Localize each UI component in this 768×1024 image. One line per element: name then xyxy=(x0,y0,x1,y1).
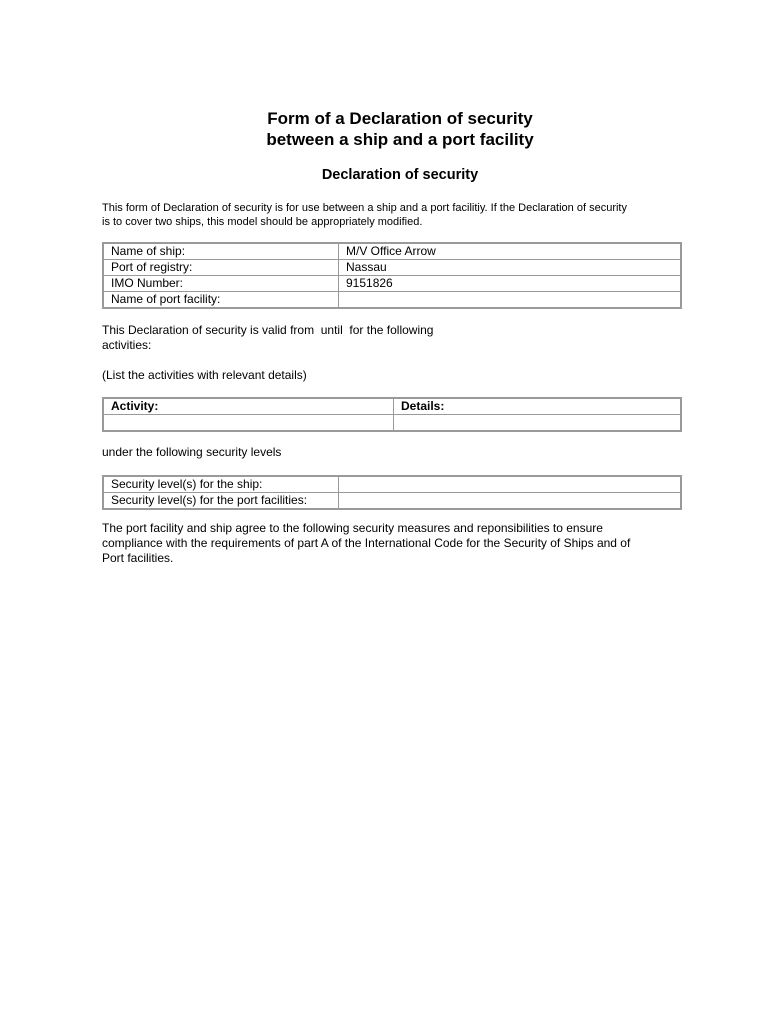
port-facility-name-label: Name of port facility: xyxy=(103,292,339,309)
activity-column-header: Activity: xyxy=(103,398,394,415)
details-column-header: Details: xyxy=(394,398,682,415)
table-row xyxy=(103,260,681,276)
validity-paragraph xyxy=(102,323,502,353)
imo-number-value: 9151826 xyxy=(339,276,682,292)
ship-name-value: M/V Office Arrow xyxy=(339,243,682,260)
activity-cell xyxy=(103,415,394,432)
table-row xyxy=(103,476,681,493)
ship-name-label: Name of ship: xyxy=(103,243,339,260)
table-row xyxy=(103,243,681,260)
validity-line-2: activities: xyxy=(102,338,152,352)
list-instruction: (List the activities with relevant details) xyxy=(102,368,307,382)
table-header-row xyxy=(103,398,681,415)
document-title-line-1: Form of a Declaration of security xyxy=(267,109,533,128)
port-of-registry-value: Nassau xyxy=(339,260,682,276)
document-title-line-2: between a ship and a port facility xyxy=(266,130,534,149)
security-levels-intro: under the following security levels xyxy=(102,445,282,459)
activity-table xyxy=(102,397,682,432)
table-row xyxy=(103,292,681,309)
closing-paragraph xyxy=(102,521,682,566)
intro-line-1: This form of Declaration of security is for use between a ship and a port facilitiy. If the Declaration of security xyxy=(102,202,627,214)
security-levels-table xyxy=(102,475,682,510)
closing-line-2: compliance with the requirements of part A of the International Code for the Security of Ships and of xyxy=(102,536,631,550)
port-facility-name-value xyxy=(339,292,682,309)
details-cell xyxy=(394,415,682,432)
port-security-level-value xyxy=(339,493,682,510)
port-security-level-label: Security level(s) for the port facilities: xyxy=(103,493,339,510)
intro-line-2: is to cover two ships, this model should be appropriately modified. xyxy=(102,216,423,228)
validity-line-1: This Declaration of security is valid from until for the following xyxy=(102,323,434,337)
table-row xyxy=(103,493,681,510)
table-row xyxy=(103,276,681,292)
intro-paragraph xyxy=(102,201,682,229)
ship-security-level-value xyxy=(339,476,682,493)
ship-info-table xyxy=(102,242,682,309)
document-subtitle: Declaration of security xyxy=(321,167,479,183)
imo-number-label: IMO Number: xyxy=(103,276,339,292)
port-of-registry-label: Port of registry: xyxy=(103,260,339,276)
closing-line-3: Port facilities. xyxy=(102,551,174,565)
closing-line-1: The port facility and ship agree to the following security measures and reponsibilities to ensure xyxy=(102,521,603,535)
table-row xyxy=(103,415,681,432)
ship-security-level-label: Security level(s) for the ship: xyxy=(103,476,339,493)
